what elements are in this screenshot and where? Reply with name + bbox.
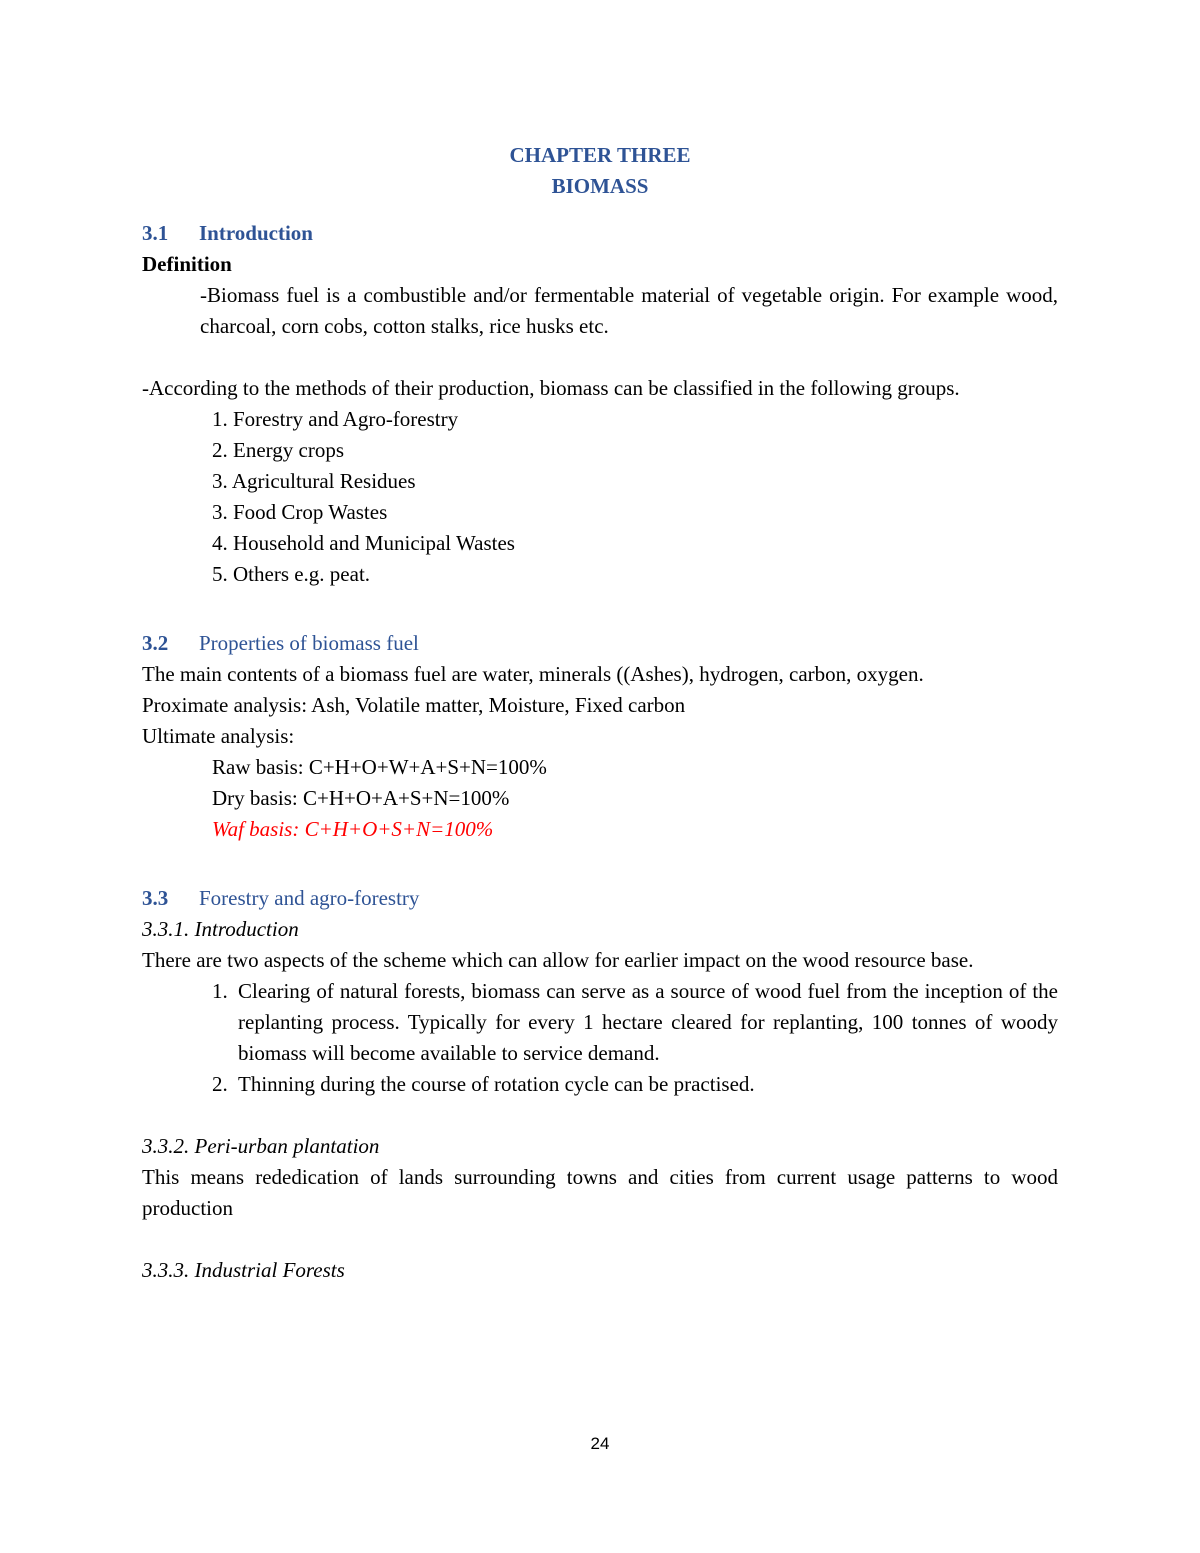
list-item (212, 976, 1058, 1069)
section-3-3-heading (142, 883, 1058, 914)
chapter-label: CHAPTER THREE (509, 143, 691, 167)
main-contents-text: The main contents of a biomass fuel are water, minerals ((Ashes), hydrogen, carbon, oxygen. (142, 662, 924, 686)
section-title: Forestry and agro-forestry (199, 886, 420, 910)
list-item: 4. Household and Municipal Wastes (212, 531, 515, 555)
list-item-number: 1. (212, 979, 228, 1003)
dry-basis-formula: Dry basis: C+H+O+A+S+N=100% (212, 786, 510, 810)
ultimate-analysis-label: Ultimate analysis: (142, 724, 295, 748)
subsection-3-3-3-title: 3.3.3. Industrial Forests (142, 1258, 345, 1282)
definition-label: Definition (142, 252, 232, 276)
subsection-3-3-2-title: 3.3.2. Peri-urban plantation (142, 1134, 380, 1158)
definition-text: -Biomass fuel is a combustible and/or fermentable material of vegetable origin. For example wood, charcoal, corn cobs, cotton stalks, rice husks etc. (200, 283, 1058, 338)
document-page (142, 140, 1058, 1286)
proximate-analysis-text: Proximate analysis: Ash, Volatile matter, Moisture, Fixed carbon (142, 693, 686, 717)
list-item-text: Thinning during the course of rotation cycle can be practised. (238, 1072, 755, 1096)
subsection-3-3-1-text: There are two aspects of the scheme which can allow for earlier impact on the wood resource base. (142, 948, 974, 972)
section-number: 3.2 (142, 631, 169, 655)
section-number: 3.1 (142, 221, 169, 245)
classification-intro: -According to the methods of their production, biomass can be classified in the following groups. (142, 376, 960, 400)
subsection-3-3-2-text: This means rededication of lands surrounding towns and cities from current usage patterns to wood production (142, 1165, 1058, 1220)
subsection-3-3-1-title: 3.3.1. Introduction (142, 917, 299, 941)
list-item-number: 2. (212, 1072, 228, 1096)
aspects-numbered-list (142, 976, 1058, 1100)
biomass-groups-list (142, 404, 1058, 590)
list-item: 2. Energy crops (212, 438, 344, 462)
list-item (212, 1069, 1058, 1100)
list-item: 3. Agricultural Residues (212, 469, 416, 493)
raw-basis-formula: Raw basis: C+H+O+W+A+S+N=100% (212, 755, 547, 779)
list-item: 5. Others e.g. peat. (212, 562, 371, 586)
section-3-2-heading (142, 628, 1058, 659)
waf-basis-formula: Waf basis: C+H+O+S+N=100% (212, 817, 494, 841)
section-title: Properties of biomass fuel (199, 631, 419, 655)
list-item: 1. Forestry and Agro-forestry (212, 407, 459, 431)
chapter-title: BIOMASS (551, 174, 649, 198)
page-number: 24 (590, 1434, 610, 1453)
section-3-1-heading (142, 218, 1058, 249)
section-title: Introduction (199, 221, 313, 245)
section-number: 3.3 (142, 886, 169, 910)
list-item: 3. Food Crop Wastes (212, 500, 388, 524)
list-item-text: Clearing of natural forests, biomass can serve as a source of wood fuel from the inception of the replanting process. Typically for every 1 hectare cleared for replanting, 100 tonnes of woody biomass will become available to service demand. (238, 979, 1058, 1065)
